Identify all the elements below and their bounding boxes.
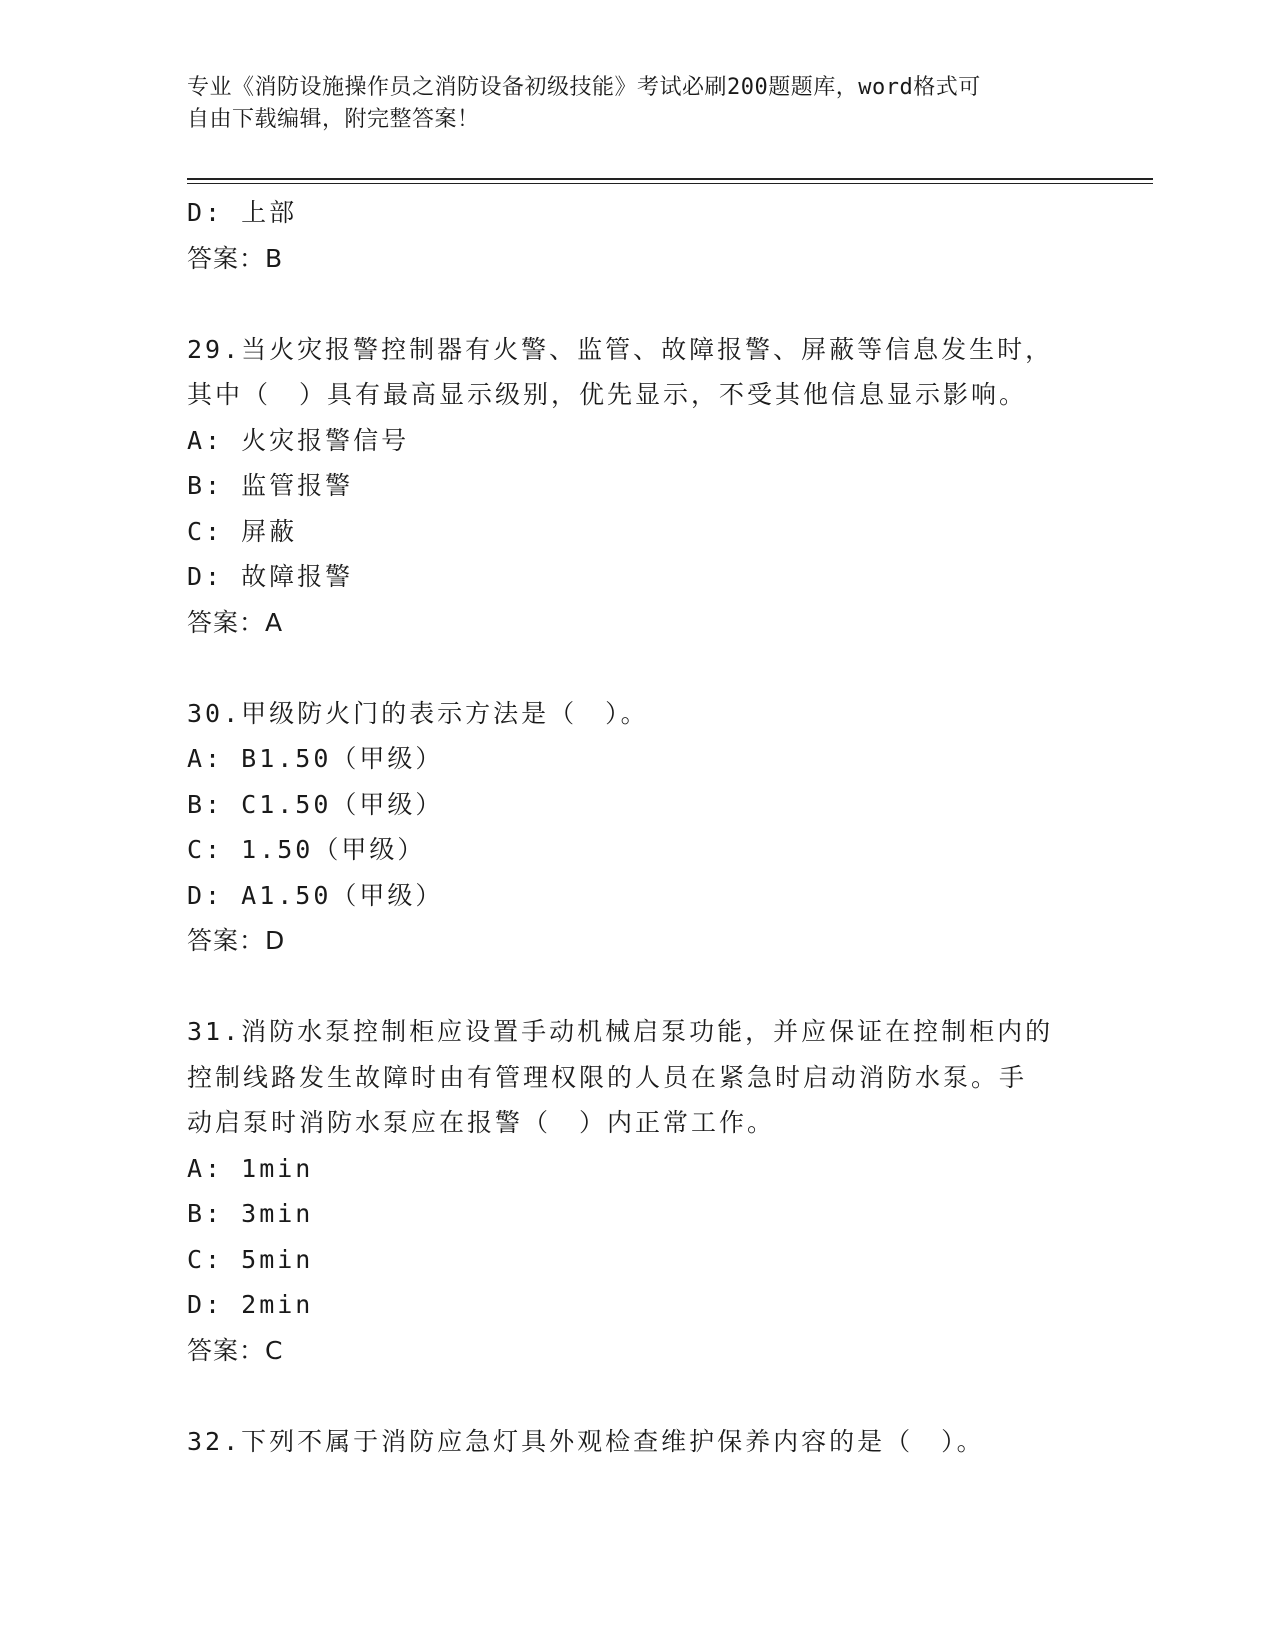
- question-stem: 动启泵时消防水泵应在报警（ ）内正常工作。: [187, 1108, 776, 1137]
- option-d: D: 故障报警: [187, 562, 354, 591]
- answer-line: 答案：C: [187, 1335, 284, 1365]
- option-d: D: 2min: [187, 1290, 314, 1319]
- option-b: B: 监管报警: [187, 471, 354, 500]
- question-stem: 31.消防水泵控制柜应设置手动机械启泵功能，并应保证在控制柜内的: [187, 1017, 1054, 1046]
- question-block: [187, 1419, 1087, 1465]
- question-stem: 其中（ ）具有最高显示级别，优先显示，不受其他信息显示影响。: [187, 380, 1028, 409]
- question-stem: 29.当火灾报警控制器有火警、监管、故障报警、屏蔽等信息发生时，: [187, 334, 1054, 364]
- question-block: [187, 1009, 1087, 1373]
- document-header: [187, 72, 1087, 136]
- option-d: D: A1.50（甲级）: [187, 880, 444, 910]
- answer-line: 答案：D: [187, 926, 286, 955]
- option-c: C: 屏蔽: [187, 516, 298, 546]
- question-block: [187, 691, 1087, 964]
- option-a: A: B1.50（甲级）: [187, 744, 444, 773]
- option-a: A: 1min: [187, 1153, 314, 1183]
- header-divider: [187, 178, 1153, 180]
- option-b: B: C1.50（甲级）: [187, 789, 444, 819]
- question-stem: 30.甲级防火门的表示方法是（ ）。: [187, 698, 649, 728]
- option-c: C: 5min: [187, 1244, 314, 1274]
- header-line-2: 自由下载编辑，附完整答案！: [187, 107, 480, 132]
- header-divider-thin: [187, 183, 1153, 184]
- question-block: [187, 327, 1087, 646]
- option-c: C: 1.50（甲级）: [187, 835, 426, 864]
- answer-line: 答案：B: [187, 243, 284, 273]
- option-a: A: 火灾报警信号: [187, 425, 410, 455]
- answer-line: 答案：A: [187, 607, 284, 637]
- question-stem: 控制线路发生故障时由有管理权限的人员在紧急时启动消防水泵。手: [187, 1062, 1028, 1092]
- option-d: D: 上部: [187, 198, 298, 227]
- question-stem: 32.下列不属于消防应急灯具外观检查维护保养内容的是（ ）。: [187, 1426, 985, 1456]
- document-body: [187, 190, 1087, 1464]
- header-line-1: 专业《消防设施操作员之消防设备初级技能》考试必刷200题题库，word格式可: [187, 75, 981, 100]
- option-b: B: 3min: [187, 1199, 314, 1228]
